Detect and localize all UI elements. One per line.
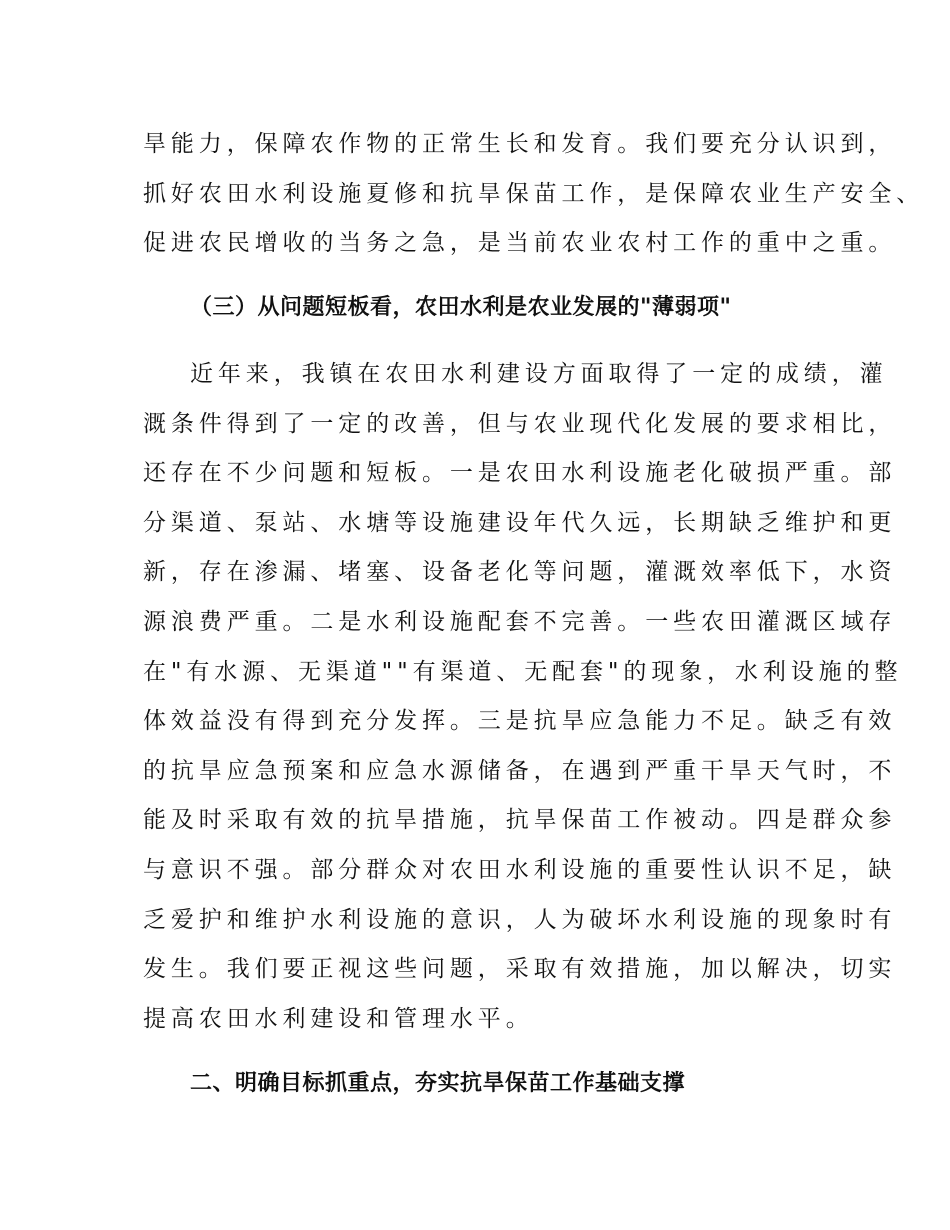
text-line: 体效益没有得到充分发挥。三是抗旱应急能力不足。缺乏有效 (143, 708, 897, 735)
text-line: 分渠道、泵站、水塘等设施建设年代久远，长期缺乏维护和更 (143, 509, 897, 536)
text-line: 乏爱护和维护水利设施的意识，人为破坏水利设施的现象时有 (143, 906, 897, 933)
text-line: 提高农田水利建设和管理水平。 (143, 1005, 534, 1032)
text-line: 促进农民增收的当务之急，是当前农业农村工作的重中之重。 (143, 230, 897, 257)
text-line: 在"有水源、无渠道""有渠道、无配套"的现象，水利设施的整 (143, 658, 903, 685)
paragraph-problems (143, 350, 903, 1044)
text-line: 发生。我们要正视这些问题，采取有效措施，加以解决，切实 (143, 956, 897, 983)
text-line: 溉条件得到了一定的改善，但与农业现代化发展的要求相比， (143, 410, 897, 437)
section-heading-3: （三）从问题短板看，农田水利是农业发展的"薄弱项" (190, 295, 732, 320)
text-line: 旱能力，保障农作物的正常生长和发育。我们要充分认识到， (143, 131, 897, 157)
text-line: 抓好农田水利设施夏修和抗旱保苗工作，是保障农业生产安全、 (143, 180, 925, 207)
text-line: 的抗旱应急预案和应急水源储备，在遇到严重干旱天气时，不 (143, 757, 897, 784)
text-line: 能及时采取有效的抗旱措施，抗旱保苗工作被动。四是群众参 (143, 807, 897, 834)
text-line: 近年来，我镇在农田水利建设方面取得了一定的成绩，灌 (190, 361, 888, 387)
text-line: 与意识不强。部分群众对农田水利设施的重要性认识不足，缺 (143, 856, 897, 883)
section-heading-2: 二、明确目标抓重点，夯实抗旱保苗工作基础支撑 (190, 1071, 686, 1096)
text-line: 还存在不少问题和短板。一是农田水利设施老化破损严重。部 (143, 460, 897, 487)
paragraph-continuation (143, 120, 925, 269)
text-line: 源浪费严重。二是水利设施配套不完善。一些农田灌溉区域存 (143, 608, 897, 635)
text-line: 新，存在渗漏、堵塞、设备老化等问题，灌溉效率低下，水资 (143, 559, 897, 586)
